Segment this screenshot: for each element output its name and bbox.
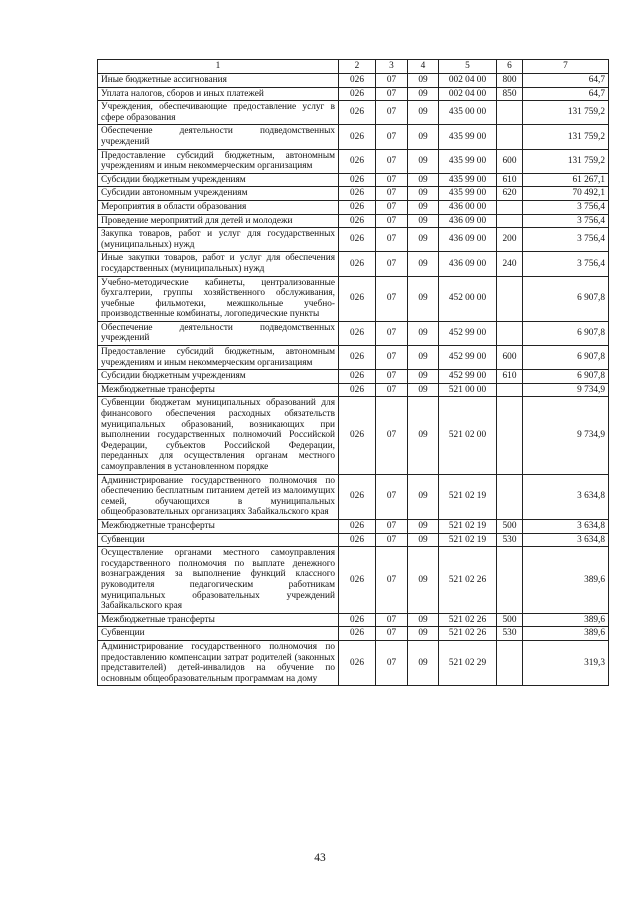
amount-cell: 3 756,4 [523, 214, 609, 228]
table-row [98, 346, 609, 370]
expense-type-cell: 600 [497, 149, 523, 173]
subsection-cell: 09 [408, 627, 439, 641]
target-article-cell: 521 02 19 [439, 519, 497, 533]
subsection-cell: 09 [408, 383, 439, 397]
ministry-code-cell: 026 [339, 613, 376, 627]
item-name-cell: Обеспечение деятельности подведомственных учреждений [98, 125, 339, 149]
target-article-cell: 521 02 26 [439, 613, 497, 627]
amount-cell: 3 756,4 [523, 252, 609, 276]
section-cell: 07 [376, 547, 408, 614]
ministry-code-cell: 026 [339, 383, 376, 397]
subsection-cell: 09 [408, 214, 439, 228]
amount-cell: 3 756,4 [523, 200, 609, 214]
expense-type-cell [497, 547, 523, 614]
section-cell: 07 [376, 149, 408, 173]
section-cell: 07 [376, 321, 408, 345]
section-cell: 07 [376, 74, 408, 88]
ministry-code-cell: 026 [339, 346, 376, 370]
section-cell: 07 [376, 214, 408, 228]
amount-cell: 389,6 [523, 613, 609, 627]
expense-type-cell [497, 321, 523, 345]
target-article-cell: 521 00 00 [439, 383, 497, 397]
ministry-code-cell: 026 [339, 627, 376, 641]
amount-cell: 6 907,8 [523, 346, 609, 370]
target-article-cell: 521 02 19 [439, 533, 497, 547]
column-header: 1 [98, 60, 339, 74]
ministry-code-cell: 026 [339, 252, 376, 276]
table-row [98, 228, 609, 252]
subsection-cell: 09 [408, 200, 439, 214]
item-name-cell: Проведение мероприятий для детей и молодежи [98, 214, 339, 228]
section-cell: 07 [376, 87, 408, 101]
amount-cell: 389,6 [523, 627, 609, 641]
ministry-code-cell: 026 [339, 173, 376, 187]
ministry-code-cell: 026 [339, 101, 376, 125]
expense-type-cell: 610 [497, 173, 523, 187]
column-header: 7 [523, 60, 609, 74]
section-cell: 07 [376, 519, 408, 533]
amount-cell: 70 492,1 [523, 187, 609, 201]
subsection-cell: 09 [408, 252, 439, 276]
item-name-cell: Межбюджетные трансферты [98, 519, 339, 533]
amount-cell: 3 634,8 [523, 533, 609, 547]
expense-type-cell: 620 [497, 187, 523, 201]
amount-cell: 389,6 [523, 547, 609, 614]
amount-cell: 9 734,9 [523, 397, 609, 474]
target-article-cell: 436 00 00 [439, 200, 497, 214]
expense-type-cell: 500 [497, 519, 523, 533]
item-name-cell: Межбюджетные трансферты [98, 613, 339, 627]
target-article-cell: 452 99 00 [439, 370, 497, 384]
section-cell: 07 [376, 397, 408, 474]
table-row [98, 370, 609, 384]
column-header: 3 [376, 60, 408, 74]
target-article-cell: 435 99 00 [439, 187, 497, 201]
table-row [98, 74, 609, 88]
amount-cell: 6 907,8 [523, 370, 609, 384]
section-cell: 07 [376, 346, 408, 370]
table-body [98, 74, 609, 686]
subsection-cell: 09 [408, 519, 439, 533]
target-article-cell: 435 99 00 [439, 149, 497, 173]
item-name-cell: Учебно-методические кабинеты, централизованные бухгалтерии, группы хозяйственного обслуживания, учебные фильмотеки, межшкольные учебно-производственные комбинаты, логопедические пункты [98, 276, 339, 321]
amount-cell: 6 907,8 [523, 276, 609, 321]
ministry-code-cell: 026 [339, 276, 376, 321]
target-article-cell: 521 02 00 [439, 397, 497, 474]
column-header: 5 [439, 60, 497, 74]
table-row [98, 640, 609, 685]
subsection-cell: 09 [408, 87, 439, 101]
subsection-cell: 09 [408, 474, 439, 519]
ministry-code-cell: 026 [339, 187, 376, 201]
section-cell: 07 [376, 370, 408, 384]
table-row [98, 252, 609, 276]
table-row [98, 397, 609, 474]
ministry-code-cell: 026 [339, 214, 376, 228]
section-cell: 07 [376, 200, 408, 214]
target-article-cell: 452 99 00 [439, 346, 497, 370]
item-name-cell: Субсидии автономным учреждениям [98, 187, 339, 201]
target-article-cell: 435 99 00 [439, 173, 497, 187]
section-cell: 07 [376, 125, 408, 149]
item-name-cell: Обеспечение деятельности подведомственных учреждений [98, 321, 339, 345]
expense-type-cell: 800 [497, 74, 523, 88]
ministry-code-cell: 026 [339, 74, 376, 88]
table-row [98, 383, 609, 397]
amount-cell: 131 759,2 [523, 149, 609, 173]
item-name-cell: Предоставление субсидий бюджетным, автономным учреждениям и иным некоммерческим организациям [98, 346, 339, 370]
ministry-code-cell: 026 [339, 149, 376, 173]
ministry-code-cell: 026 [339, 547, 376, 614]
subsection-cell: 09 [408, 187, 439, 201]
budget-table [97, 59, 609, 686]
amount-cell: 319,3 [523, 640, 609, 685]
expense-type-cell [497, 474, 523, 519]
expense-type-cell: 600 [497, 346, 523, 370]
section-cell: 07 [376, 252, 408, 276]
section-cell: 07 [376, 228, 408, 252]
amount-cell: 3 634,8 [523, 474, 609, 519]
expense-type-cell: 500 [497, 613, 523, 627]
expense-type-cell: 240 [497, 252, 523, 276]
section-cell: 07 [376, 383, 408, 397]
target-article-cell: 452 00 00 [439, 276, 497, 321]
table-row [98, 149, 609, 173]
ministry-code-cell: 026 [339, 228, 376, 252]
expense-type-cell: 530 [497, 627, 523, 641]
section-cell: 07 [376, 613, 408, 627]
table-row [98, 321, 609, 345]
target-article-cell: 436 09 00 [439, 252, 497, 276]
expense-type-cell: 850 [497, 87, 523, 101]
item-name-cell: Уплата налогов, сборов и иных платежей [98, 87, 339, 101]
target-article-cell: 521 02 19 [439, 474, 497, 519]
amount-cell: 3 634,8 [523, 519, 609, 533]
expense-type-cell [497, 276, 523, 321]
amount-cell: 9 734,9 [523, 383, 609, 397]
subsection-cell: 09 [408, 397, 439, 474]
expense-type-cell [497, 101, 523, 125]
target-article-cell: 435 00 00 [439, 101, 497, 125]
section-cell: 07 [376, 187, 408, 201]
subsection-cell: 09 [408, 533, 439, 547]
amount-cell: 64,7 [523, 74, 609, 88]
item-name-cell: Иные бюджетные ассигнования [98, 74, 339, 88]
table-row [98, 276, 609, 321]
ministry-code-cell: 026 [339, 87, 376, 101]
expense-type-cell [497, 397, 523, 474]
item-name-cell: Субсидии бюджетным учреждениям [98, 370, 339, 384]
item-name-cell: Закупка товаров, работ и услуг для государственных (муниципальных) нужд [98, 228, 339, 252]
target-article-cell: 002 04 00 [439, 74, 497, 88]
expense-type-cell [497, 383, 523, 397]
amount-cell: 6 907,8 [523, 321, 609, 345]
table-row [98, 533, 609, 547]
ministry-code-cell: 026 [339, 533, 376, 547]
subsection-cell: 09 [408, 321, 439, 345]
table-header-row [98, 60, 609, 74]
item-name-cell: Предоставление субсидий бюджетным, автономным учреждениям и иным некоммерческим организациям [98, 149, 339, 173]
target-article-cell: 435 99 00 [439, 125, 497, 149]
target-article-cell: 452 99 00 [439, 321, 497, 345]
subsection-cell: 09 [408, 346, 439, 370]
subsection-cell: 09 [408, 173, 439, 187]
ministry-code-cell: 026 [339, 321, 376, 345]
table-row [98, 547, 609, 614]
target-article-cell: 521 02 26 [439, 547, 497, 614]
ministry-code-cell: 026 [339, 519, 376, 533]
item-name-cell: Администрирование государственного полномочия по предоставлению компенсации затрат родителей (законных представителей) детей-инвалидов на обучение по основным общеобразовательным программам на дому [98, 640, 339, 685]
ministry-code-cell: 026 [339, 125, 376, 149]
section-cell: 07 [376, 173, 408, 187]
table-row [98, 187, 609, 201]
item-name-cell: Субвенции [98, 627, 339, 641]
expense-type-cell [497, 640, 523, 685]
table-row [98, 173, 609, 187]
subsection-cell: 09 [408, 613, 439, 627]
table-row [98, 474, 609, 519]
table-row [98, 125, 609, 149]
target-article-cell: 521 02 29 [439, 640, 497, 685]
expense-type-cell: 610 [497, 370, 523, 384]
ministry-code-cell: 026 [339, 397, 376, 474]
table-row [98, 214, 609, 228]
expense-type-cell [497, 214, 523, 228]
table-row [98, 87, 609, 101]
table-row [98, 519, 609, 533]
table-row [98, 627, 609, 641]
section-cell: 07 [376, 533, 408, 547]
section-cell: 07 [376, 101, 408, 125]
item-name-cell: Осуществление органами местного самоуправления государственного полномочия по выплате денежного вознаграждения за выполнение функций классного руководителя педагогическим работникам муниципальных образовательных учреждений Забайкальского края [98, 547, 339, 614]
item-name-cell: Субвенции бюджетам муниципальных образований для финансового обеспечения расходных обязательств муниципальных образований, возникающих при выполнении государственных полномочий Российской Федерации, субъектов Российской Федерации, переданных для осуществления органам местного самоуправления в установленном порядке [98, 397, 339, 474]
column-header: 2 [339, 60, 376, 74]
ministry-code-cell: 026 [339, 640, 376, 685]
item-name-cell: Учреждения, обеспечивающие предоставление услуг в сфере образования [98, 101, 339, 125]
subsection-cell: 09 [408, 547, 439, 614]
expense-type-cell [497, 125, 523, 149]
amount-cell: 3 756,4 [523, 228, 609, 252]
item-name-cell: Мероприятия в области образования [98, 200, 339, 214]
expense-type-cell: 200 [497, 228, 523, 252]
amount-cell: 131 759,2 [523, 125, 609, 149]
subsection-cell: 09 [408, 370, 439, 384]
item-name-cell: Субсидии бюджетным учреждениям [98, 173, 339, 187]
section-cell: 07 [376, 627, 408, 641]
amount-cell: 61 267,1 [523, 173, 609, 187]
subsection-cell: 09 [408, 228, 439, 252]
subsection-cell: 09 [408, 149, 439, 173]
subsection-cell: 09 [408, 640, 439, 685]
section-cell: 07 [376, 640, 408, 685]
subsection-cell: 09 [408, 125, 439, 149]
subsection-cell: 09 [408, 101, 439, 125]
expense-type-cell: 530 [497, 533, 523, 547]
amount-cell: 131 759,2 [523, 101, 609, 125]
subsection-cell: 09 [408, 276, 439, 321]
table-row [98, 613, 609, 627]
table-row [98, 101, 609, 125]
target-article-cell: 002 04 00 [439, 87, 497, 101]
column-header: 4 [408, 60, 439, 74]
page-number: 43 [314, 852, 326, 864]
section-cell: 07 [376, 474, 408, 519]
subsection-cell: 09 [408, 74, 439, 88]
ministry-code-cell: 026 [339, 200, 376, 214]
section-cell: 07 [376, 276, 408, 321]
target-article-cell: 436 09 00 [439, 214, 497, 228]
target-article-cell: 521 02 26 [439, 627, 497, 641]
ministry-code-cell: 026 [339, 474, 376, 519]
item-name-cell: Администрирование государственного полномочия по обеспечению бесплатным питанием детей из малоимущих семей, обучающихся в муниципальных общеобразовательных организациях Забайкальского края [98, 474, 339, 519]
table-row [98, 200, 609, 214]
expense-type-cell [497, 200, 523, 214]
amount-cell: 64,7 [523, 87, 609, 101]
target-article-cell: 436 09 00 [439, 228, 497, 252]
item-name-cell: Субвенции [98, 533, 339, 547]
column-header: 6 [497, 60, 523, 74]
ministry-code-cell: 026 [339, 370, 376, 384]
item-name-cell: Межбюджетные трансферты [98, 383, 339, 397]
item-name-cell: Иные закупки товаров, работ и услуг для обеспечения государственных (муниципальных) нужд [98, 252, 339, 276]
